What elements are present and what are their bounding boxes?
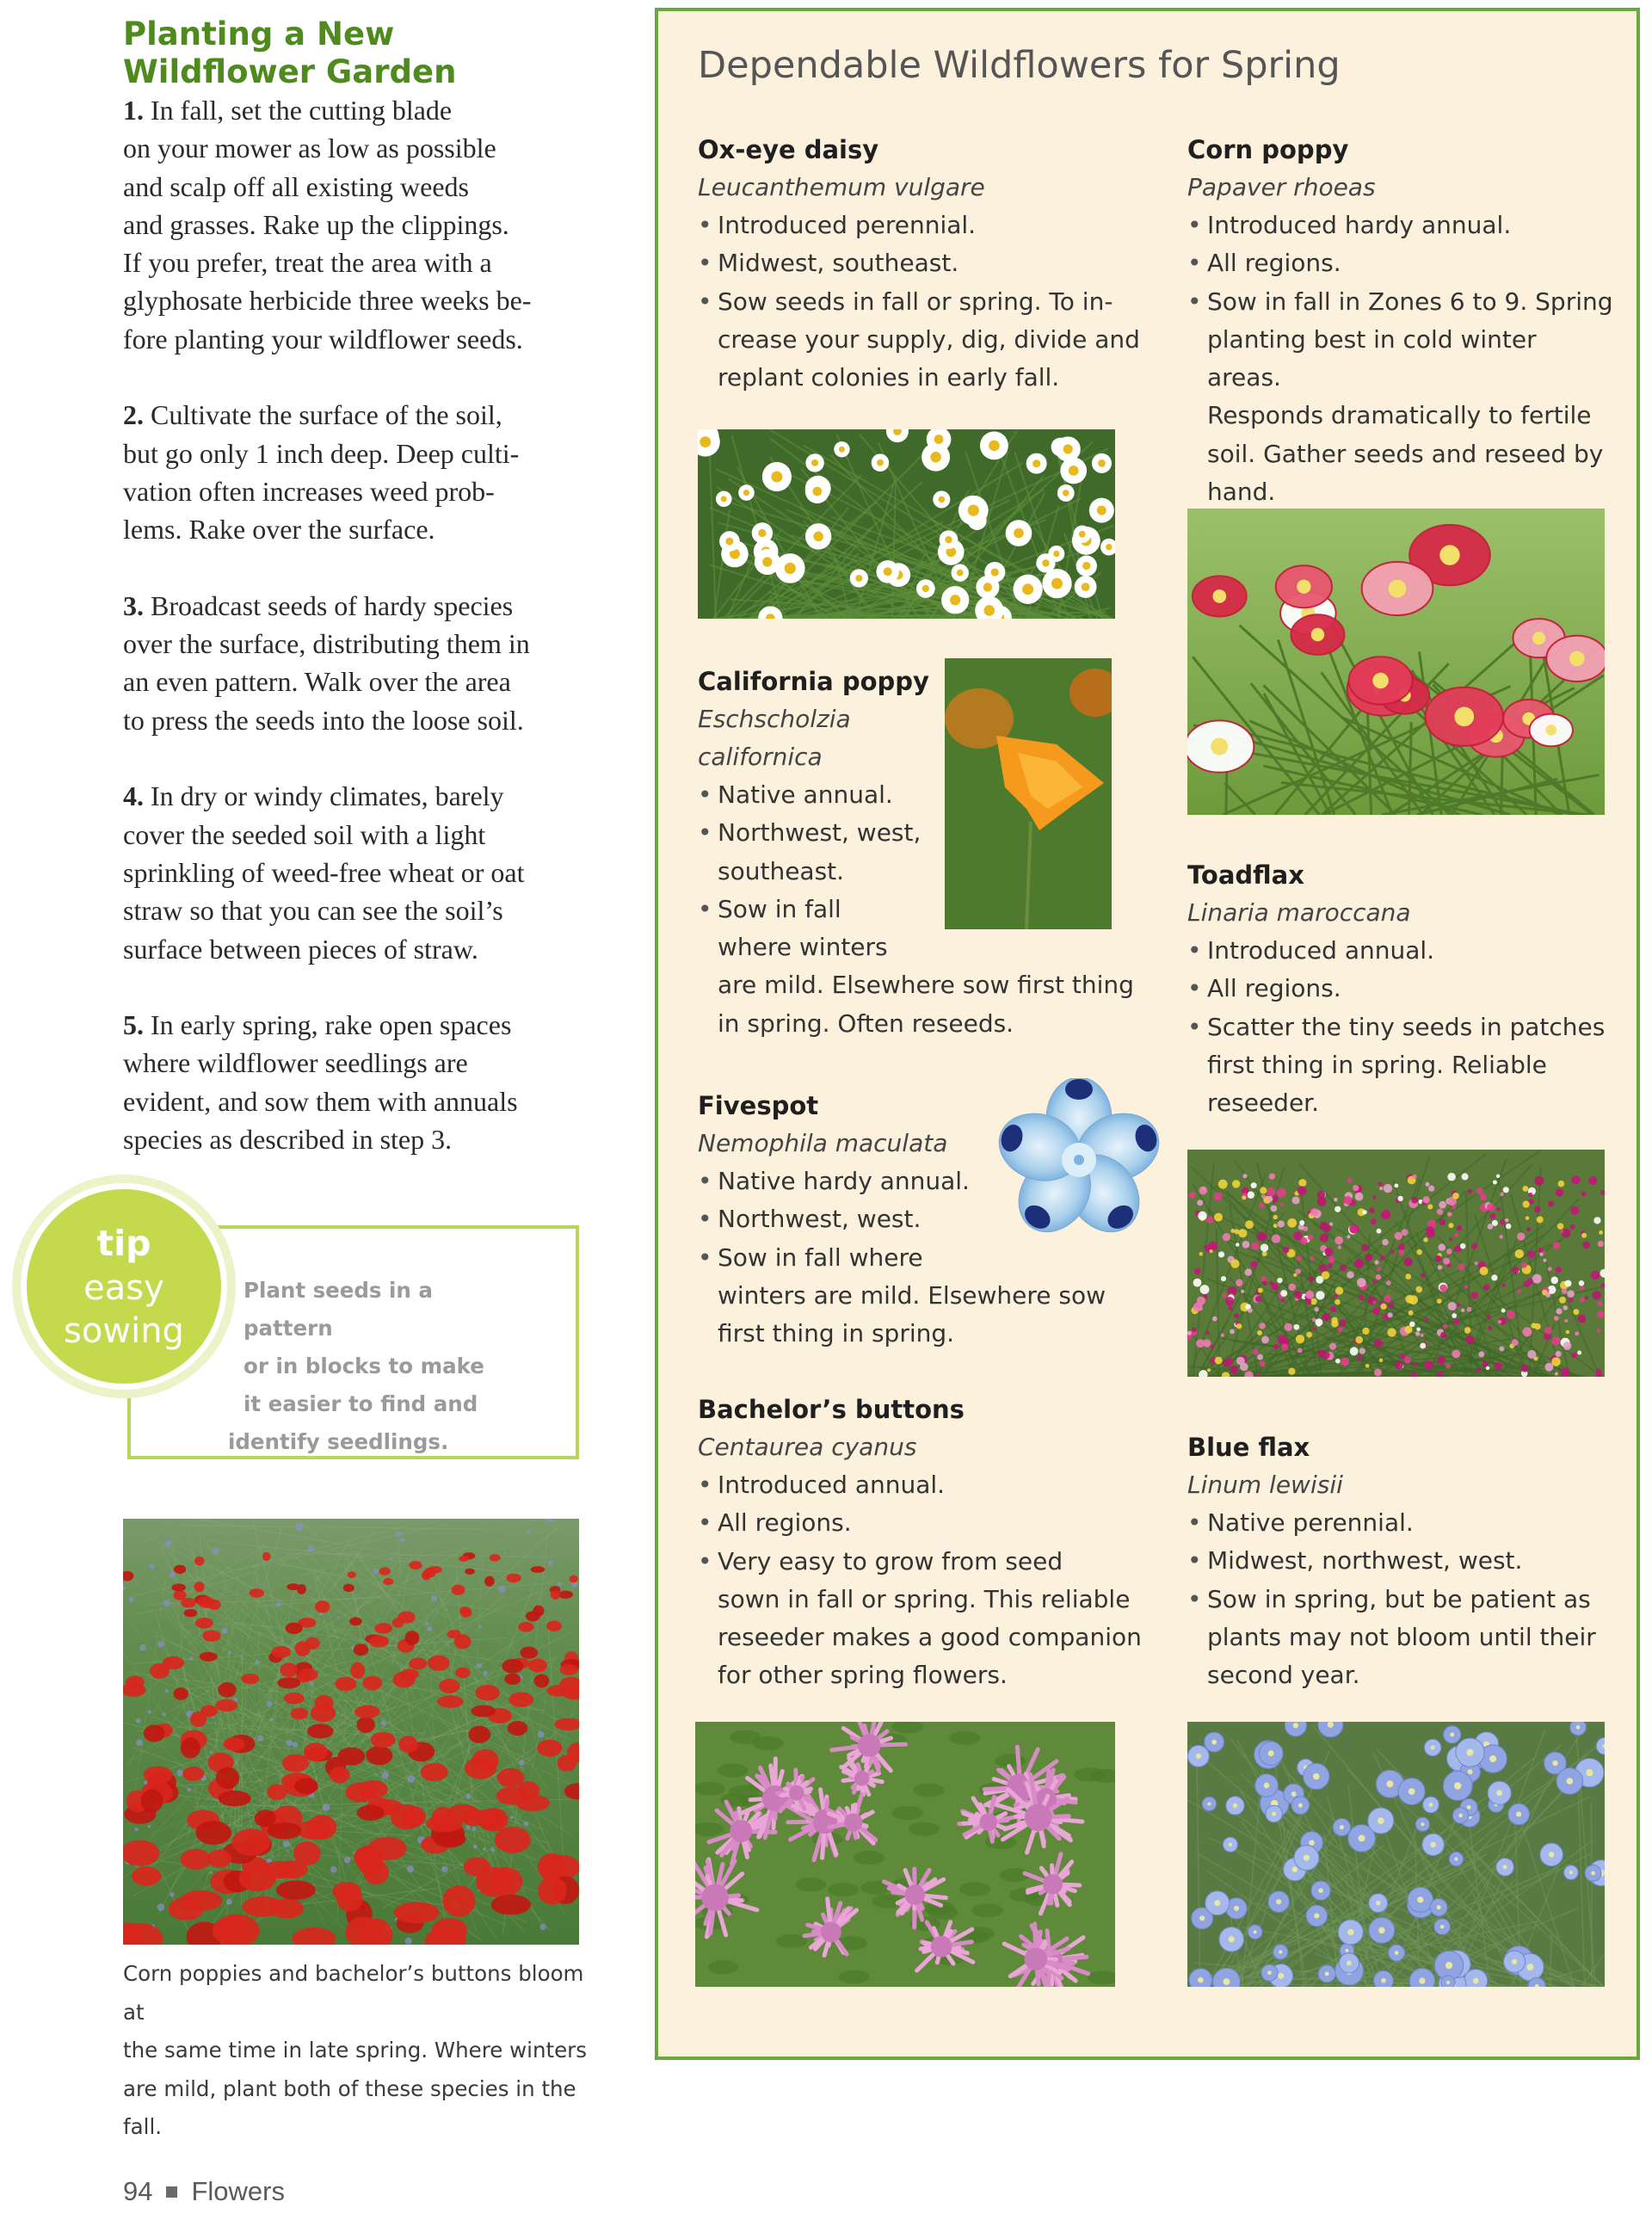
step-4: [123, 777, 588, 967]
bachelors-buttons-photo: [695, 1722, 1115, 1987]
tip-line: identify seedlings.: [228, 1429, 449, 1454]
bullet-item: first thing in spring.: [718, 1319, 955, 1348]
bullet-item: • Native annual.: [698, 776, 1145, 814]
step-line: over the surface, distributing them in: [123, 628, 530, 660]
bullet-item: • Introduced annual.: [1187, 932, 1618, 970]
bullet-item: plants may not bloom until their: [1207, 1622, 1596, 1651]
bullet-item: reseeder makes a good companion: [718, 1623, 1142, 1652]
bullet-item: • Sow seeds in fall or spring. To in-: [698, 283, 1145, 321]
step-line: species as described in step 3.: [123, 1124, 453, 1156]
tip-label: tip: [96, 1223, 151, 1264]
oxeye-daisy-photo: [698, 429, 1115, 619]
step-line: where wildflower seedlings are: [123, 1047, 468, 1079]
step-number: 5.: [123, 1009, 144, 1041]
bullet-item: second year.: [1207, 1661, 1360, 1690]
bullet-item: in spring. Often reseeds.: [718, 1008, 1014, 1038]
step-number: 2.: [123, 399, 144, 431]
step-line: straw so that you can see the soil’s: [123, 895, 503, 927]
flower-name: Bachelor’s buttons: [698, 1395, 965, 1424]
scientific-name: californica: [698, 743, 823, 771]
caption-line: the same time in late spring. Where winters: [123, 2038, 588, 2063]
scientific-name: Leucanthemum vulgare: [698, 173, 985, 201]
bullet-item: • Sow in fall: [698, 891, 1145, 928]
heading-line: Planting a New: [123, 15, 395, 52]
flower-name: Corn poppy: [1187, 135, 1349, 164]
bullet-item: • Scatter the tiny seeds in patches: [1187, 1008, 1618, 1046]
toadflax-photo: [1187, 1150, 1605, 1377]
step-number: 4.: [123, 780, 144, 812]
corn-poppy-photo: [1187, 509, 1605, 815]
bullet-item: • Very easy to grow from seed: [698, 1543, 1162, 1581]
scientific-name: Linum lewisii: [1187, 1471, 1343, 1499]
step-number: 3.: [123, 589, 144, 621]
step-line: If you prefer, treat the area with a: [123, 247, 492, 279]
bullet-item: • All regions.: [1187, 244, 1618, 282]
scientific-name: Nemophila maculata: [698, 1129, 948, 1157]
step-line: an even pattern. Walk over the area: [123, 666, 511, 698]
bullet-item: • Midwest, northwest, west.: [1187, 1542, 1618, 1580]
bullet-item: • Introduced perennial.: [698, 207, 1145, 244]
bullet-item: • Native hardy annual.: [698, 1162, 1145, 1200]
bullet-item: hand.: [1207, 478, 1276, 507]
bullet-item: • All regions.: [1187, 970, 1618, 1008]
bullet-item: southeast.: [718, 856, 845, 885]
page-footer: [123, 2176, 285, 2207]
entry-blue-flax: [1187, 1428, 1618, 1694]
bullet-item: • Sow in fall in Zones 6 to 9. Spring: [1187, 283, 1618, 321]
california-poppy-photo: [945, 658, 1112, 929]
wildflowers-panel: [655, 8, 1640, 2060]
step-line: but go only 1 inch deep. Deep culti-: [123, 437, 520, 469]
step-line: to press the seeds into the loose soil.: [123, 704, 524, 736]
tip-subtitle: easy: [83, 1268, 164, 1308]
step-line: and scalp off all existing weeds: [123, 170, 469, 202]
bullet-item: • Native perennial.: [1187, 1504, 1618, 1542]
photo-caption: [123, 1955, 605, 2147]
section-name: Flowers: [191, 2176, 285, 2206]
bullet-item: sown in fall or spring. This reliable: [718, 1584, 1131, 1613]
bullet-item: • Sow in spring, but be patient as: [1187, 1581, 1618, 1619]
fivespot-flower-image: [997, 1078, 1161, 1242]
tip-line: or in blocks to make: [243, 1354, 484, 1378]
step-line: cover the seeded soil with a light: [123, 818, 486, 850]
tip-line: Plant seeds in a pattern: [243, 1278, 433, 1341]
scientific-name: Centaurea cyanus: [698, 1433, 917, 1461]
step-line: In fall, set the cutting blade: [151, 95, 453, 126]
step-2: [123, 396, 588, 548]
scientific-name: Linaria maroccana: [1187, 898, 1411, 927]
flower-name: Toadflax: [1187, 860, 1304, 890]
bullet-item: • Northwest, west.: [698, 1200, 1145, 1238]
bullet-item: first thing in spring. Reliable: [1207, 1050, 1547, 1079]
bullet-item: • Introduced annual.: [698, 1466, 1162, 1504]
tip-badge: [21, 1183, 227, 1390]
bullet-item: where winters: [718, 933, 888, 962]
heading-line: Wildflower Garden: [123, 53, 457, 90]
bullet-item: planting best in cold winter areas.: [1207, 324, 1537, 392]
entry-bachelors-buttons: [698, 1391, 1162, 1695]
step-1: [123, 91, 588, 358]
page-number: 94: [123, 2176, 153, 2206]
step-line: Cultivate the surface of the soil,: [151, 399, 502, 431]
poppy-field-photo: [123, 1519, 579, 1945]
bullet-item: • Sow in fall where: [698, 1239, 1145, 1277]
step-line: vation often increases weed prob-: [123, 475, 495, 507]
flower-name: California poppy: [698, 667, 929, 696]
square-bullet-icon: [166, 2186, 177, 2198]
caption-line: Corn poppies and bachelor’s buttons bloom at: [123, 1961, 584, 2025]
section-heading: [123, 15, 588, 91]
step-line: glyphosate herbicide three weeks be-: [123, 285, 532, 317]
bullet-item: for other spring flowers.: [718, 1661, 1008, 1690]
bullet-item: • Northwest, west,: [698, 814, 1145, 852]
entry-corn-poppy: [1187, 131, 1618, 511]
panel-title: Dependable Wildflowers for Spring: [698, 44, 1341, 87]
left-column: [123, 15, 588, 1197]
bullet-item: soil. Gather seeds and reseed by: [1207, 439, 1604, 468]
flower-name: Blue flax: [1187, 1433, 1310, 1462]
step-line: In dry or windy climates, barely: [151, 780, 504, 812]
bullet-item: crease your supply, dig, divide and: [718, 324, 1140, 354]
flower-name: Fivespot: [698, 1091, 819, 1120]
bullet-item: winters are mild. Elsewhere sow: [718, 1280, 1106, 1310]
entry-oxeye-daisy: [698, 131, 1145, 397]
step-line: Broadcast seeds of hardy species: [151, 589, 514, 621]
step-line: lems. Rake over the surface.: [123, 514, 435, 546]
step-3: [123, 587, 588, 739]
entry-toadflax: [1187, 856, 1618, 1122]
scientific-name: Eschscholzia: [698, 705, 851, 733]
step-line: surface between pieces of straw.: [123, 933, 478, 965]
step-line: fore planting your wildflower seeds.: [123, 323, 523, 355]
step-line: evident, and sow them with annuals: [123, 1085, 518, 1117]
bullet-item: • Introduced hardy annual.: [1187, 207, 1618, 244]
step-line: In early spring, rake open spaces: [151, 1009, 512, 1041]
blue-flax-photo: [1187, 1722, 1605, 1987]
caption-line: are mild, plant both of these species in the fall.: [123, 2075, 576, 2139]
tip-line: it easier to find and: [243, 1391, 478, 1416]
step-line: on your mower as low as possible: [123, 133, 496, 164]
bullet-item: are mild. Elsewhere sow first thing: [718, 971, 1134, 1000]
flower-name: Ox-eye daisy: [698, 135, 879, 164]
tip-subtitle: sowing: [64, 1311, 184, 1351]
step-line: sprinkling of weed-free wheat or oat: [123, 856, 525, 888]
bullet-item: replant colonies in early fall.: [718, 363, 1060, 392]
steps-list: [123, 91, 588, 1158]
scientific-name: Papaver rhoeas: [1187, 173, 1376, 201]
step-number: 1.: [123, 95, 144, 126]
bullet-item: Responds dramatically to fertile: [1207, 401, 1592, 430]
bullet-item: • All regions.: [698, 1504, 1162, 1542]
step-5: [123, 1006, 588, 1158]
bullet-item: reseeder.: [1207, 1088, 1320, 1118]
step-line: and grasses. Rake up the clippings.: [123, 208, 509, 240]
tip-text: [228, 1272, 527, 1461]
bullet-item: • Midwest, southeast.: [698, 244, 1145, 282]
